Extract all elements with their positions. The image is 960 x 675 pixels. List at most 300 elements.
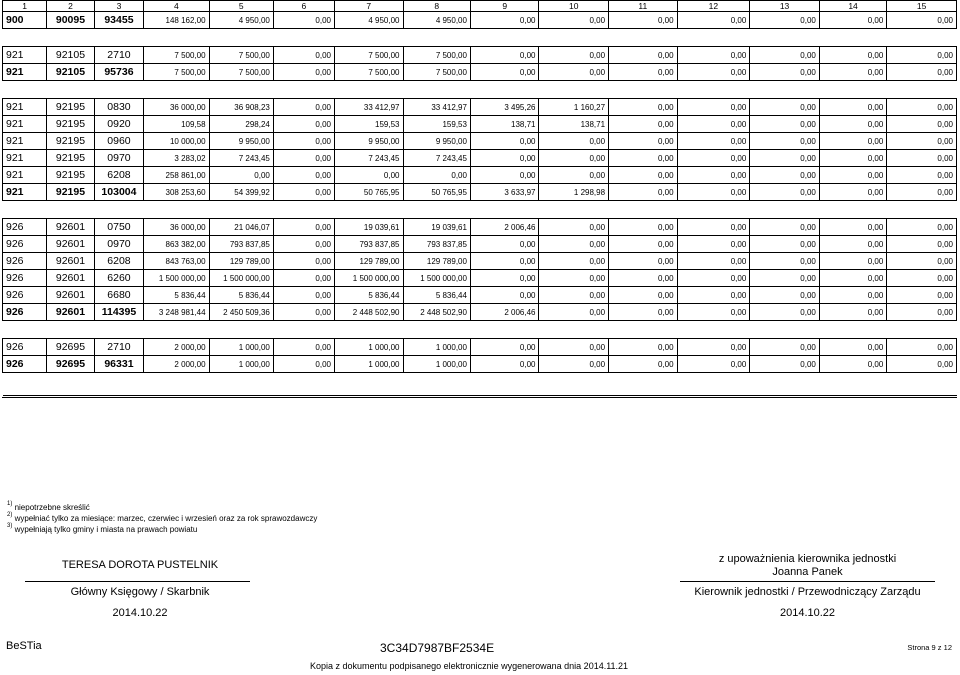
footer-page-number: Strona 9 z 12 xyxy=(907,643,952,652)
table-cell: 0,00 xyxy=(470,339,539,356)
table-cell: 2 000,00 xyxy=(144,339,209,356)
table-cell: 9 950,00 xyxy=(334,133,403,150)
table-summary-row xyxy=(3,12,957,29)
table-cell: 0,00 xyxy=(819,184,886,201)
table-cell: 0,00 xyxy=(539,219,609,236)
table-cell: 0,00 xyxy=(677,133,750,150)
column-number: 10 xyxy=(539,1,609,12)
table-bottom-rule xyxy=(2,397,957,398)
table-cell: 0,00 xyxy=(819,287,886,304)
footnote-1: $^{1)}$ niepotrzebne skreślić xyxy=(7,501,90,512)
table-cell: 1 160,27 xyxy=(539,99,609,116)
group-separator xyxy=(3,29,957,47)
table-cell: 0,00 xyxy=(887,356,957,373)
table-cell: 0,00 xyxy=(819,304,886,321)
column-number: 8 xyxy=(403,1,470,12)
table-cell: 0,00 xyxy=(470,270,539,287)
table-cell: 0,00 xyxy=(273,167,334,184)
table-cell: 96331 xyxy=(94,356,144,373)
table-cell: 2 448 502,90 xyxy=(334,304,403,321)
table-cell: 0,00 xyxy=(887,287,957,304)
table-cell: 159,53 xyxy=(334,116,403,133)
table-cell: 0,00 xyxy=(887,116,957,133)
table-row xyxy=(3,133,957,150)
table-row xyxy=(3,219,957,236)
table-cell: 0,00 xyxy=(470,167,539,184)
table-cell: 921 xyxy=(3,167,47,184)
table-cell: 50 765,95 xyxy=(403,184,470,201)
table-cell: 2 448 502,90 xyxy=(403,304,470,321)
table-cell: 0,00 xyxy=(470,133,539,150)
table-cell: 0,00 xyxy=(750,150,820,167)
table-cell: 138,71 xyxy=(539,116,609,133)
table-cell: 0,00 xyxy=(470,356,539,373)
table-cell: 19 039,61 xyxy=(334,219,403,236)
table-cell: 308 253,60 xyxy=(144,184,209,201)
table-cell: 2 006,46 xyxy=(470,304,539,321)
table-cell: 0,00 xyxy=(470,150,539,167)
table-cell: 129 789,00 xyxy=(334,253,403,270)
table-cell: 129 789,00 xyxy=(209,253,273,270)
table-cell: 1 500 000,00 xyxy=(144,270,209,287)
table-cell: 4 950,00 xyxy=(334,12,403,29)
column-number: 3 xyxy=(94,1,144,12)
column-number: 12 xyxy=(677,1,750,12)
table-cell: 926 xyxy=(3,236,47,253)
table-cell: 3 283,02 xyxy=(144,150,209,167)
table-cell: 0,00 xyxy=(819,47,886,64)
group-separator xyxy=(3,373,957,396)
table-cell: 0,00 xyxy=(334,167,403,184)
table-cell: 0,00 xyxy=(539,356,609,373)
table-cell: 0,00 xyxy=(609,116,678,133)
table-cell: 0,00 xyxy=(750,339,820,356)
table-cell: 921 xyxy=(3,64,47,81)
table-cell: 0,00 xyxy=(887,99,957,116)
table-cell: 0,00 xyxy=(273,12,334,29)
table-cell: 0,00 xyxy=(750,47,820,64)
table-cell: 0,00 xyxy=(539,167,609,184)
table-cell: 0,00 xyxy=(677,236,750,253)
table-cell: 3 248 981,44 xyxy=(144,304,209,321)
column-number: 2 xyxy=(47,1,94,12)
table-cell: 9 950,00 xyxy=(403,133,470,150)
table-cell: 0,00 xyxy=(887,219,957,236)
table-cell: 0,00 xyxy=(887,304,957,321)
column-number: 7 xyxy=(334,1,403,12)
table-cell: 0,00 xyxy=(539,47,609,64)
table-cell: 5 836,44 xyxy=(334,287,403,304)
table-cell: 921 xyxy=(3,116,47,133)
column-number-row xyxy=(3,1,957,12)
footnote-3: $^{3)}$ wypełniają tylko gminy i miasta na prawach powiatu xyxy=(7,523,198,534)
column-number: 4 xyxy=(144,1,209,12)
table-cell: 258 861,00 xyxy=(144,167,209,184)
signature-right-line xyxy=(680,581,935,582)
table-cell: 0,00 xyxy=(539,287,609,304)
table-cell: 0,00 xyxy=(819,116,886,133)
table-cell: 0,00 xyxy=(819,270,886,287)
table-cell: 0,00 xyxy=(677,64,750,81)
table-cell: 0,00 xyxy=(539,64,609,81)
table-cell: 2 006,46 xyxy=(470,219,539,236)
table-cell: 0,00 xyxy=(539,236,609,253)
table-row xyxy=(3,167,957,184)
column-number: 11 xyxy=(609,1,678,12)
table-cell: 0,00 xyxy=(750,236,820,253)
table-cell: 0,00 xyxy=(677,99,750,116)
table-cell: 1 500 000,00 xyxy=(334,270,403,287)
group-separator xyxy=(3,81,957,99)
column-number: 15 xyxy=(887,1,957,12)
table-cell: 0,00 xyxy=(539,270,609,287)
table-cell: 0,00 xyxy=(819,99,886,116)
table-row xyxy=(3,150,957,167)
table-cell: 1 298,98 xyxy=(539,184,609,201)
table-cell: 0,00 xyxy=(209,167,273,184)
table-cell: 0,00 xyxy=(609,219,678,236)
table-cell: 298,24 xyxy=(209,116,273,133)
table-cell: 0,00 xyxy=(609,253,678,270)
table-cell: 0,00 xyxy=(750,64,820,81)
table-cell: 54 399,92 xyxy=(209,184,273,201)
table-cell: 1 000,00 xyxy=(403,356,470,373)
table-cell: 926 xyxy=(3,219,47,236)
table-cell: 0,00 xyxy=(609,99,678,116)
table-cell: 92195 xyxy=(47,150,94,167)
table-cell: 4 950,00 xyxy=(209,12,273,29)
table-cell: 92695 xyxy=(47,339,94,356)
table-cell: 1 500 000,00 xyxy=(403,270,470,287)
table-cell: 2710 xyxy=(94,339,144,356)
table-cell: 92601 xyxy=(47,304,94,321)
table-cell: 0,00 xyxy=(887,339,957,356)
table-cell: 1 500 000,00 xyxy=(209,270,273,287)
table-cell: 92601 xyxy=(47,287,94,304)
table-cell: 0,00 xyxy=(403,167,470,184)
table-cell: 0,00 xyxy=(677,150,750,167)
table-cell: 0750 xyxy=(94,219,144,236)
table-cell: 92105 xyxy=(47,47,94,64)
table-cell: 138,71 xyxy=(470,116,539,133)
table-cell: 0,00 xyxy=(273,253,334,270)
table-row xyxy=(3,270,957,287)
table-row xyxy=(3,99,957,116)
column-number: 13 xyxy=(750,1,820,12)
table-cell: 0,00 xyxy=(470,12,539,29)
table-cell: 900 xyxy=(3,12,47,29)
table-cell: 0,00 xyxy=(470,287,539,304)
table-cell: 921 xyxy=(3,184,47,201)
table-cell: 21 046,07 xyxy=(209,219,273,236)
table-cell: 1 000,00 xyxy=(334,339,403,356)
table-cell: 926 xyxy=(3,356,47,373)
table-cell: 0,00 xyxy=(609,339,678,356)
table-cell: 921 xyxy=(3,150,47,167)
table-cell: 0,00 xyxy=(677,184,750,201)
table-cell: 36 000,00 xyxy=(144,99,209,116)
table-cell: 6208 xyxy=(94,253,144,270)
table-cell: 92195 xyxy=(47,116,94,133)
table-cell: 7 500,00 xyxy=(334,47,403,64)
table-cell: 0,00 xyxy=(273,184,334,201)
table-cell: 0,00 xyxy=(819,253,886,270)
table-cell: 0,00 xyxy=(677,12,750,29)
table-cell: 6208 xyxy=(94,167,144,184)
signature-right-date: 2014.10.22 xyxy=(779,607,836,619)
table-cell: 926 xyxy=(3,287,47,304)
table-cell: 103004 xyxy=(94,184,144,201)
signature-right-role: Kierownik jednostki / Przewodniczący Zarządu xyxy=(694,586,921,598)
table-cell: 0,00 xyxy=(470,47,539,64)
table-cell: 0,00 xyxy=(887,64,957,81)
table-cell: 3 495,26 xyxy=(470,99,539,116)
table-cell: 0,00 xyxy=(677,116,750,133)
table-cell: 0,00 xyxy=(887,12,957,29)
column-number: 1 xyxy=(3,1,47,12)
table-cell: 863 382,00 xyxy=(144,236,209,253)
table-cell: 921 xyxy=(3,99,47,116)
table-summary-row xyxy=(3,356,957,373)
table-cell: 0,00 xyxy=(470,253,539,270)
table-cell: 92601 xyxy=(47,270,94,287)
table-cell: 7 500,00 xyxy=(209,64,273,81)
table-cell: 5 836,44 xyxy=(144,287,209,304)
table-cell: 0,00 xyxy=(273,236,334,253)
table-cell: 0,00 xyxy=(609,184,678,201)
table-cell: 50 765,95 xyxy=(334,184,403,201)
table-cell: 1 000,00 xyxy=(209,356,273,373)
table-cell: 0,00 xyxy=(273,64,334,81)
table-cell: 0970 xyxy=(94,150,144,167)
table-cell: 6260 xyxy=(94,270,144,287)
table-cell: 0,00 xyxy=(677,167,750,184)
table-cell: 0,00 xyxy=(819,236,886,253)
table-cell: 0,00 xyxy=(677,356,750,373)
table-cell: 0,00 xyxy=(887,236,957,253)
table-cell: 0,00 xyxy=(273,270,334,287)
table-cell: 7 500,00 xyxy=(209,47,273,64)
table-cell: 0,00 xyxy=(887,253,957,270)
table-cell: 0,00 xyxy=(609,167,678,184)
table-cell: 0,00 xyxy=(887,47,957,64)
table-cell: 0,00 xyxy=(677,47,750,64)
table-row xyxy=(3,47,957,64)
column-number: 9 xyxy=(470,1,539,12)
table-cell: 926 xyxy=(3,339,47,356)
table-cell: 0,00 xyxy=(750,99,820,116)
table-cell: 0,00 xyxy=(819,167,886,184)
table-cell: 793 837,85 xyxy=(334,236,403,253)
table-cell: 0,00 xyxy=(819,150,886,167)
table-cell: 93455 xyxy=(94,12,144,29)
table-cell: 0,00 xyxy=(887,270,957,287)
table-cell: 0,00 xyxy=(470,236,539,253)
table-cell: 0,00 xyxy=(750,184,820,201)
table-cell: 92195 xyxy=(47,99,94,116)
table-cell: 0,00 xyxy=(539,253,609,270)
table-cell: 92195 xyxy=(47,167,94,184)
table-cell: 92195 xyxy=(47,184,94,201)
table-cell: 92601 xyxy=(47,236,94,253)
table-cell: 0,00 xyxy=(273,287,334,304)
table-cell: 0,00 xyxy=(273,304,334,321)
table-cell: 7 500,00 xyxy=(144,47,209,64)
table-cell: 921 xyxy=(3,47,47,64)
table-cell: 0970 xyxy=(94,236,144,253)
signature-right-note: z upoważnienia kierownika jednostki xyxy=(718,553,897,565)
table-cell: 0,00 xyxy=(750,116,820,133)
table-cell: 92105 xyxy=(47,64,94,81)
table-cell: 0,00 xyxy=(273,133,334,150)
column-number: 14 xyxy=(819,1,886,12)
table-cell: 0,00 xyxy=(819,219,886,236)
table-cell: 7 243,45 xyxy=(209,150,273,167)
table-cell: 9 950,00 xyxy=(209,133,273,150)
table-cell: 5 836,44 xyxy=(209,287,273,304)
table-cell: 90095 xyxy=(47,12,94,29)
table-cell: 0,00 xyxy=(539,12,609,29)
table-cell: 0,00 xyxy=(273,150,334,167)
table-cell: 0,00 xyxy=(750,219,820,236)
table-row xyxy=(3,116,957,133)
table-cell: 0,00 xyxy=(677,304,750,321)
table-summary-row xyxy=(3,304,957,321)
table-cell: 0,00 xyxy=(819,12,886,29)
table-cell: 4 950,00 xyxy=(403,12,470,29)
table-cell: 0,00 xyxy=(750,133,820,150)
table-cell: 0,00 xyxy=(609,270,678,287)
table-cell: 0,00 xyxy=(677,339,750,356)
table-cell: 0,00 xyxy=(609,304,678,321)
table-cell: 114395 xyxy=(94,304,144,321)
table-cell: 926 xyxy=(3,304,47,321)
signature-right-name: Joanna Panek xyxy=(772,566,843,578)
table-cell: 0,00 xyxy=(750,304,820,321)
table-cell: 0,00 xyxy=(819,133,886,150)
table-cell: 92601 xyxy=(47,219,94,236)
table-cell: 0,00 xyxy=(750,270,820,287)
table-cell: 0,00 xyxy=(677,253,750,270)
table-cell: 0,00 xyxy=(750,253,820,270)
table-cell: 0830 xyxy=(94,99,144,116)
table-summary-row xyxy=(3,64,957,81)
signature-left-line xyxy=(25,581,250,582)
table-cell: 0,00 xyxy=(273,116,334,133)
footer-app-name: BeSTia xyxy=(6,640,42,652)
table-cell: 0,00 xyxy=(539,133,609,150)
table-cell: 0,00 xyxy=(819,339,886,356)
table-cell: 2 000,00 xyxy=(144,356,209,373)
table-cell: 0,00 xyxy=(609,356,678,373)
signature-left-date: 2014.10.22 xyxy=(112,607,168,619)
footer-document-code: 3C34D7987BF2534E xyxy=(380,641,495,655)
table-cell: 0,00 xyxy=(677,287,750,304)
table-cell: 2710 xyxy=(94,47,144,64)
table-cell: 0,00 xyxy=(609,236,678,253)
table-cell: 95736 xyxy=(94,64,144,81)
table-cell: 10 000,00 xyxy=(144,133,209,150)
table-cell: 0,00 xyxy=(609,12,678,29)
table-row xyxy=(3,236,957,253)
table-row xyxy=(3,253,957,270)
table-cell: 0,00 xyxy=(750,287,820,304)
table-cell: 1 000,00 xyxy=(403,339,470,356)
table-cell: 36 000,00 xyxy=(144,219,209,236)
table-cell: 7 500,00 xyxy=(403,47,470,64)
table-cell: 109,58 xyxy=(144,116,209,133)
table-row xyxy=(3,339,957,356)
table-cell: 1 000,00 xyxy=(334,356,403,373)
table-cell: 0,00 xyxy=(539,339,609,356)
table-cell: 0,00 xyxy=(887,150,957,167)
table-cell: 0,00 xyxy=(887,133,957,150)
signature-left-role: Główny Księgowy / Skarbnik xyxy=(70,586,210,598)
table-cell: 7 500,00 xyxy=(144,64,209,81)
table-cell: 129 789,00 xyxy=(403,253,470,270)
table-cell: 843 763,00 xyxy=(144,253,209,270)
table-cell: 0920 xyxy=(94,116,144,133)
table-cell: 0,00 xyxy=(677,219,750,236)
table-cell: 7 243,45 xyxy=(403,150,470,167)
table-cell: 0960 xyxy=(94,133,144,150)
table-cell: 7 243,45 xyxy=(334,150,403,167)
table-cell: 33 412,97 xyxy=(334,99,403,116)
table-cell: 36 908,23 xyxy=(209,99,273,116)
table-cell: 92195 xyxy=(47,133,94,150)
table-cell: 92601 xyxy=(47,253,94,270)
table-cell: 921 xyxy=(3,133,47,150)
footnote-2: $^{2)}$ wypełniać tylko za miesiące: marzec, czerwiec i wrzesień oraz za rok sprawozdawczy xyxy=(7,512,318,523)
table-cell: 148 162,00 xyxy=(144,12,209,29)
report-table xyxy=(2,0,957,396)
table-cell: 0,00 xyxy=(887,167,957,184)
table-cell: 6680 xyxy=(94,287,144,304)
table-cell: 0,00 xyxy=(819,64,886,81)
table-cell: 0,00 xyxy=(470,64,539,81)
table-cell: 0,00 xyxy=(609,287,678,304)
table-cell: 0,00 xyxy=(609,47,678,64)
table-cell: 0,00 xyxy=(273,356,334,373)
table-cell: 793 837,85 xyxy=(209,236,273,253)
table-cell: 0,00 xyxy=(750,167,820,184)
table-cell: 0,00 xyxy=(750,356,820,373)
table-cell: 926 xyxy=(3,270,47,287)
column-number: 6 xyxy=(273,1,334,12)
table-row xyxy=(3,287,957,304)
table-cell: 793 837,85 xyxy=(403,236,470,253)
table-cell: 3 633,97 xyxy=(470,184,539,201)
table-cell: 92695 xyxy=(47,356,94,373)
group-separator xyxy=(3,201,957,219)
table-cell: 0,00 xyxy=(273,219,334,236)
table-cell: 19 039,61 xyxy=(403,219,470,236)
table-cell: 5 836,44 xyxy=(403,287,470,304)
column-number: 5 xyxy=(209,1,273,12)
table-cell: 7 500,00 xyxy=(334,64,403,81)
table-cell: 0,00 xyxy=(609,64,678,81)
table-cell: 0,00 xyxy=(539,150,609,167)
table-cell: 0,00 xyxy=(887,184,957,201)
table-cell: 0,00 xyxy=(273,99,334,116)
table-summary-row xyxy=(3,184,957,201)
table-cell: 0,00 xyxy=(750,12,820,29)
table-cell: 33 412,97 xyxy=(403,99,470,116)
table-cell: 2 450 509,36 xyxy=(209,304,273,321)
table-cell: 926 xyxy=(3,253,47,270)
table-cell: 159,53 xyxy=(403,116,470,133)
table-cell: 0,00 xyxy=(539,304,609,321)
